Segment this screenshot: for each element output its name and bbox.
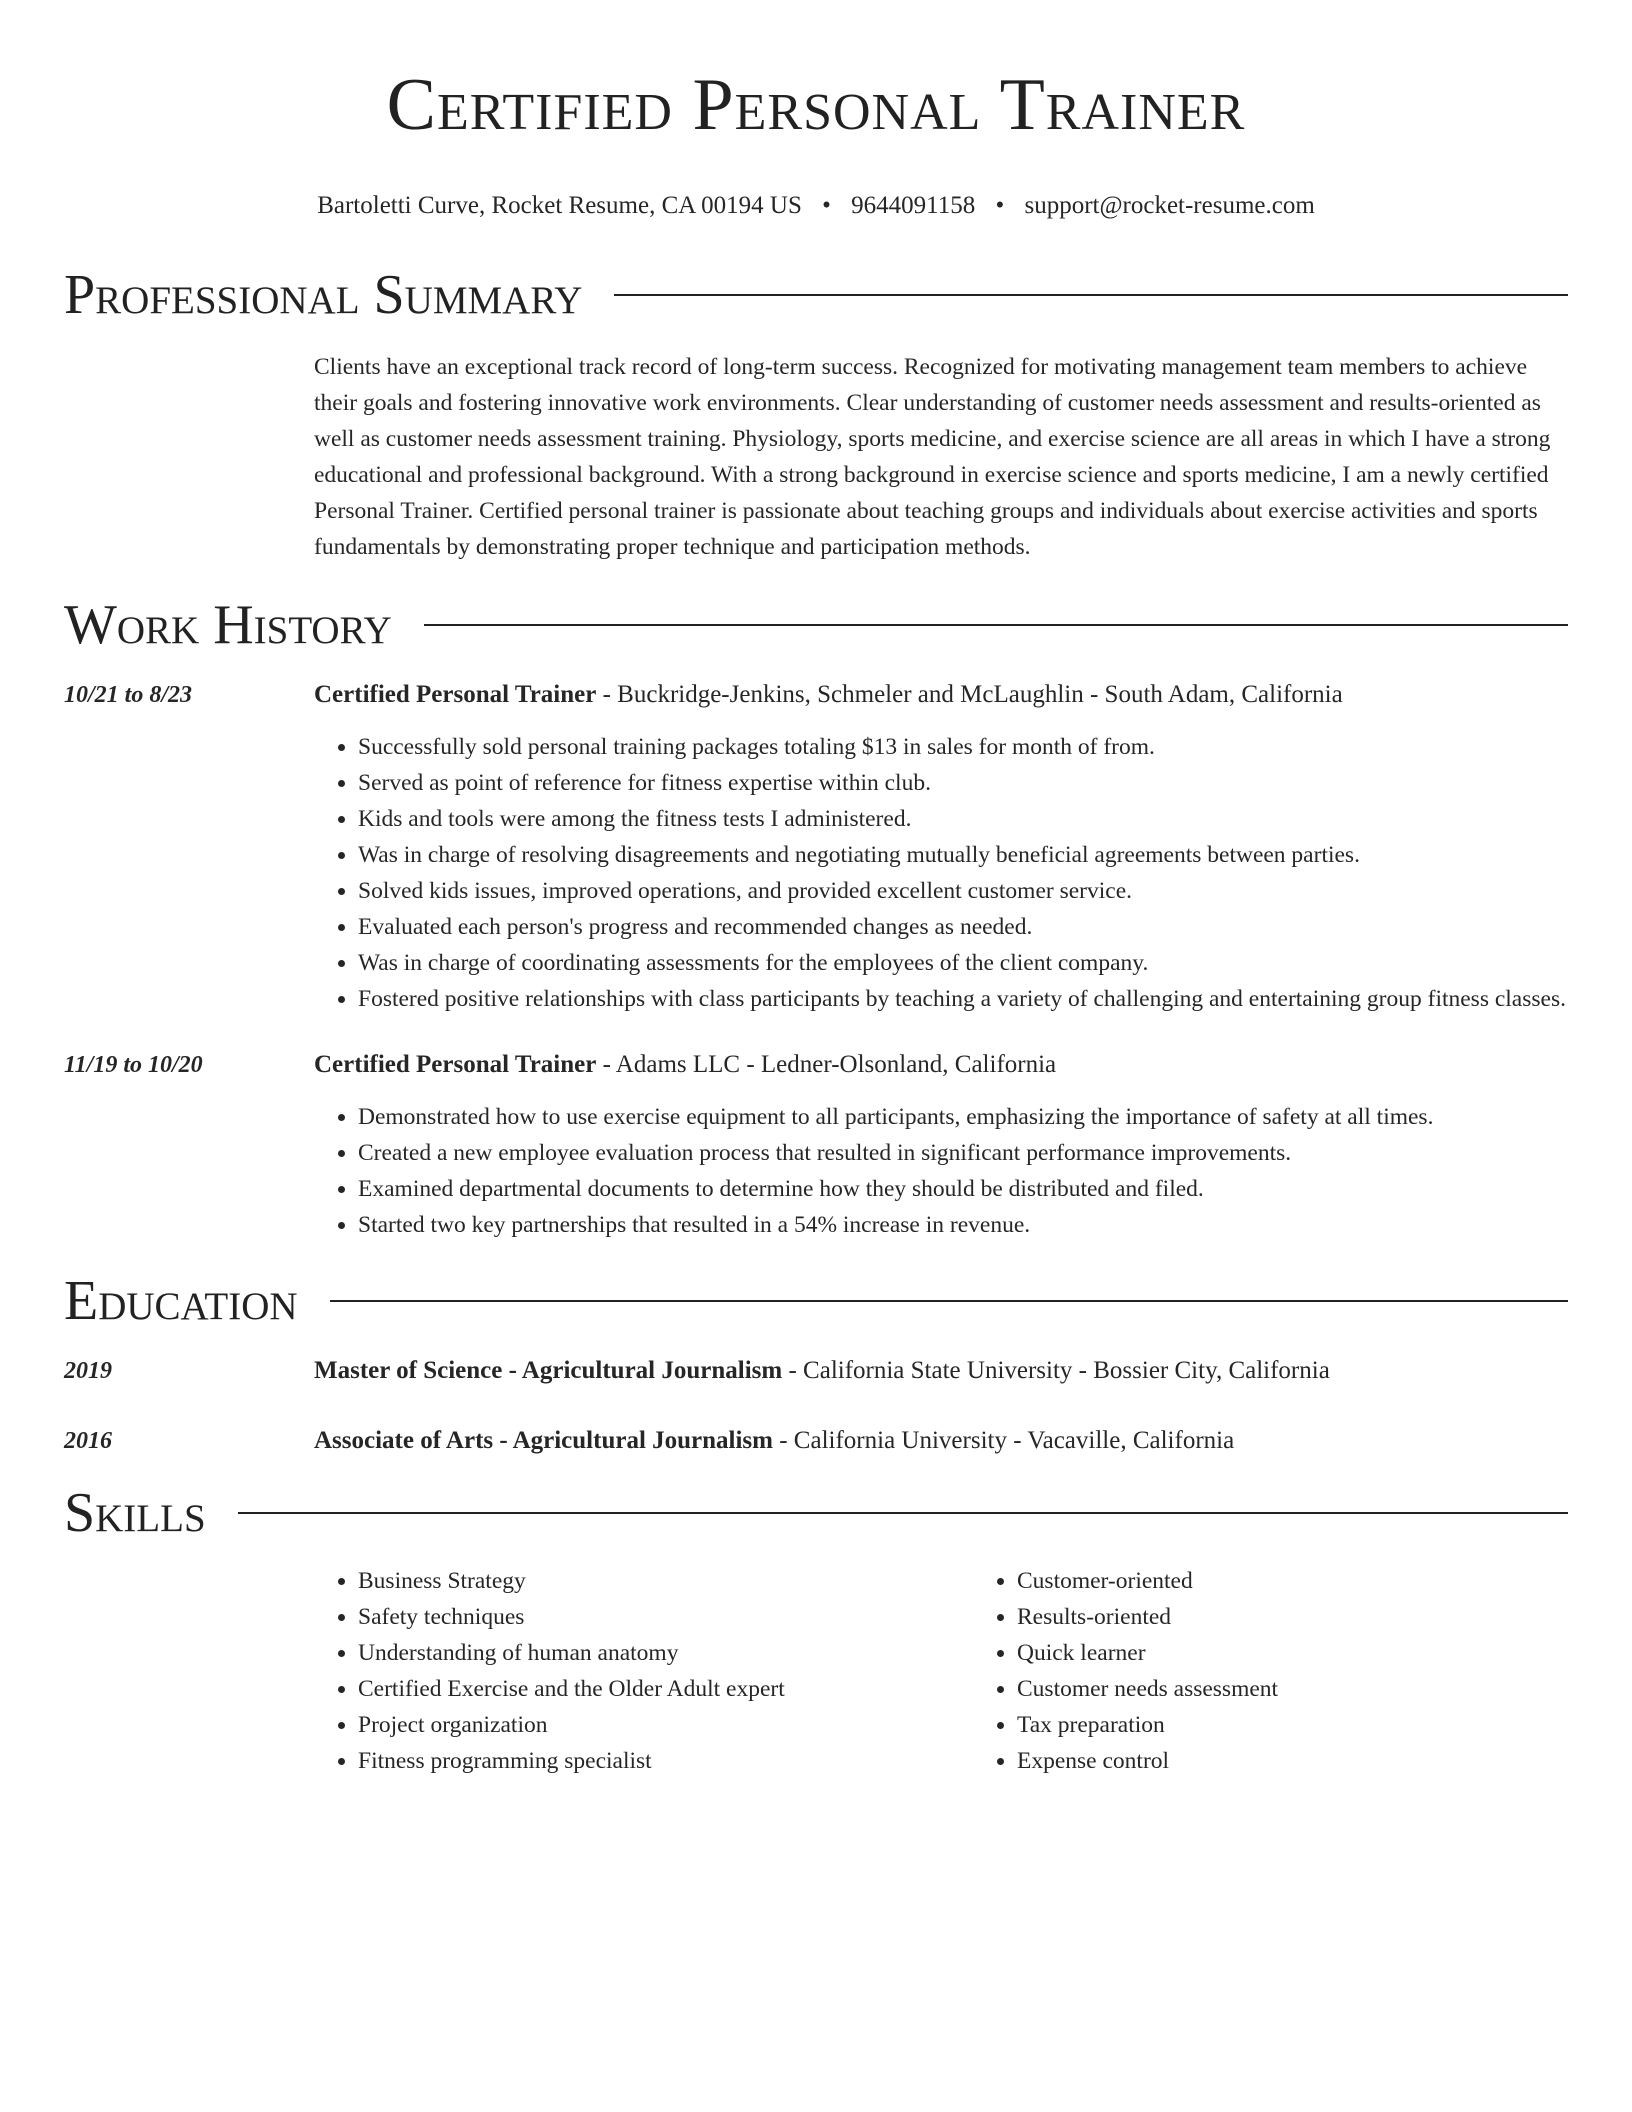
job-body	[314, 677, 1568, 1017]
skill-item: • Certified Exercise and the Older Adult expert	[358, 1671, 973, 1707]
summary-heading: Professional Summary	[64, 264, 583, 326]
section-divider	[330, 1300, 1568, 1302]
skill-item: • Customer needs assessment	[1017, 1671, 1278, 1707]
skill-item: • Project organization	[358, 1707, 973, 1743]
job-bullet: • Kids and tools were among the fitness tests I administered.	[358, 801, 1568, 837]
education-headline	[314, 1423, 1568, 1459]
job-bullet: • Solved kids issues, improved operations, and provided excellent customer service.	[358, 873, 1568, 909]
education-body	[314, 1353, 1568, 1389]
job-bullet: • Examined departmental documents to determine how they should be distributed and filed.	[358, 1171, 1568, 1207]
summary-text: Clients have an exceptional track record of long-term success. Recognized for motivating management team members to achieve their goals and fostering innovative work environments. Clear understanding of customer needs assessment and results-oriented as well as customer needs assessment training. Physiology, sports medicine, and exercise science are all areas in which I have a strong educational and professional background. With a strong background in exercise science and sports medicine, I am a newly certified Personal Trainer. Certified personal trainer is passionate about teaching groups and individuals about exercise activities and sports fundamentals by demonstrating proper technique and participation methods.	[314, 354, 1551, 560]
job-bullet: • Created a new employee evaluation process that resulted in significant performance improvements.	[358, 1135, 1568, 1171]
summary-section-header	[64, 265, 1568, 325]
job-entry	[64, 1047, 1568, 1243]
job-details: - Adams LLC - Ledner-Olsonland, California	[596, 1051, 1057, 1078]
education-section-header	[64, 1271, 1568, 1331]
education-year: 2016	[64, 1428, 112, 1454]
contact-line	[64, 191, 1568, 221]
skill-item: • Business Strategy	[358, 1563, 973, 1599]
job-body	[314, 1047, 1568, 1243]
job-dates: 10/21 to 8/23	[64, 682, 193, 708]
contact-separator: •	[995, 192, 1005, 219]
skills-section-header	[64, 1483, 1568, 1543]
skill-item: • Quick learner	[1017, 1635, 1278, 1671]
education-degree: Associate of Arts - Agricultural Journalism	[314, 1427, 773, 1454]
skills-columns	[314, 1563, 1568, 1779]
contact-address: Bartoletti Curve, Rocket Resume, CA 00194 US	[317, 192, 802, 219]
section-divider	[424, 624, 1568, 626]
job-bullet: • Served as point of reference for fitness expertise within club.	[358, 765, 1568, 801]
skill-item: • Understanding of human anatomy	[358, 1635, 973, 1671]
skills-heading: Skills	[64, 1482, 206, 1544]
education-year: 2019	[64, 1358, 112, 1384]
section-divider	[238, 1512, 1568, 1514]
job-title: Certified Personal Trainer	[314, 1051, 597, 1078]
job-headline	[314, 677, 1568, 713]
contact-separator: •	[822, 192, 831, 219]
job-details: - Buckridge-Jenkins, Schmeler and McLaughlin - South Adam, California	[596, 681, 1343, 708]
job-headline	[314, 1047, 1568, 1083]
job-bullet: • Was in charge of coordinating assessments for the employees of the client company.	[358, 945, 1568, 981]
skill-item: • Fitness programming specialist	[358, 1743, 973, 1779]
job-bullet: • Successfully sold personal training packages totaling $13 in sales for month of from.	[358, 729, 1568, 765]
skill-item: • Tax preparation	[1017, 1707, 1278, 1743]
job-bullet: • Evaluated each person's progress and recommended changes as needed.	[358, 909, 1568, 945]
skill-item: • Customer-oriented	[1017, 1563, 1278, 1599]
education-heading: Education	[64, 1270, 298, 1332]
job-bullet: • Started two key partnerships that resulted in a 54% increase in revenue.	[358, 1207, 1568, 1243]
work-heading: Work History	[64, 594, 392, 656]
skill-item: • Expense control	[1017, 1743, 1278, 1779]
contact-phone: 9644091158	[851, 192, 976, 219]
job-title: Certified Personal Trainer	[314, 681, 597, 708]
education-headline	[314, 1353, 1568, 1389]
skill-item: • Results-oriented	[1017, 1599, 1278, 1635]
education-entry	[64, 1423, 1568, 1459]
resume-name: Certified Personal Trainer	[386, 64, 1246, 146]
education-details: - California State University - Bossier City, California	[782, 1357, 1330, 1384]
skills-list-right	[973, 1563, 1278, 1779]
skill-item: • Safety techniques	[358, 1599, 973, 1635]
job-entry	[64, 677, 1568, 1017]
education-details: - California University - Vacaville, California	[772, 1427, 1235, 1454]
education-entry	[64, 1353, 1568, 1389]
education-degree: Master of Science - Agricultural Journalism	[314, 1357, 783, 1384]
skills-list-left	[314, 1563, 973, 1779]
job-bullets	[314, 1099, 1568, 1243]
job-bullet: • Demonstrated how to use exercise equipment to all participants, emphasizing the importance of safety at all times.	[358, 1099, 1568, 1135]
education-body	[314, 1423, 1568, 1459]
job-bullet: • Fostered positive relationships with class participants by teaching a variety of challenging and entertaining group fitness classes.	[358, 981, 1568, 1017]
contact-email: support@rocket-resume.com	[1024, 192, 1315, 219]
job-dates: 11/19 to 10/20	[64, 1052, 203, 1078]
section-divider	[614, 294, 1568, 296]
work-section-header	[64, 595, 1568, 655]
job-bullet: • Was in charge of resolving disagreements and negotiating mutually beneficial agreements between parties.	[358, 837, 1568, 873]
job-bullets	[314, 729, 1568, 1017]
